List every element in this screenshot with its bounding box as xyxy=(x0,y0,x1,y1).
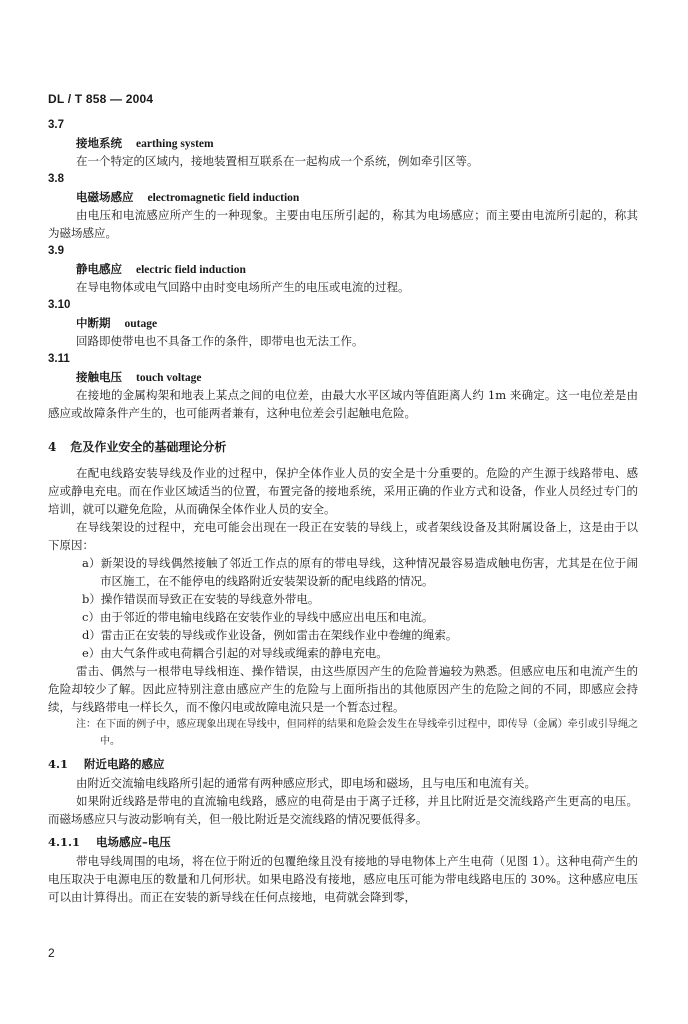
section-title: 电场感应–电压 xyxy=(96,835,171,849)
term-zh: 电磁场感应 xyxy=(76,190,134,204)
term-en: electromagnetic field induction xyxy=(147,192,300,204)
page-number: 2 xyxy=(48,946,55,960)
list-item: c）由于邻近的带电输电线路在安装作业的导线中感应出电压和电流。 xyxy=(82,610,434,624)
section-4-heading xyxy=(48,436,638,458)
definition-text: 在导电物体或电气回路中由时变电场所产生的电压或电流的过程。 xyxy=(76,280,410,294)
term-title xyxy=(76,260,638,278)
section-number: 4 xyxy=(48,440,57,454)
section-4-1-heading xyxy=(48,754,638,774)
term-en: touch voltage xyxy=(136,372,202,384)
term-zh: 中断期 xyxy=(76,316,111,330)
definition-text: 由电压和电流感应所产生的一种现象。主要由电压所引起的，称其为电场感应；而主要由电流所引起的，称其为磁场感应。 xyxy=(48,208,638,240)
paragraph: 由附近交流输电线路所引起的通常有两种感应形式，即电场和磁场，且与电压和电流有关。 xyxy=(76,776,536,790)
definition-3-10 xyxy=(48,296,638,350)
section-title: 附近电路的感应 xyxy=(84,757,165,771)
term-title xyxy=(76,314,638,332)
page-content xyxy=(48,116,638,906)
clause-number: 3.10 xyxy=(48,299,71,311)
list-item: b）操作错误而导致正在安装的导线意外带电。 xyxy=(82,592,320,606)
term-title xyxy=(76,134,638,152)
definition-text: 回路即使带电也不具备工作的条件，即带电也无法工作。 xyxy=(76,334,364,348)
definition-3-8 xyxy=(48,170,638,242)
section-title: 危及作业安全的基础理论分析 xyxy=(70,440,227,454)
term-en: outage xyxy=(124,318,158,330)
term-zh: 接触电压 xyxy=(76,370,122,384)
paragraph: 在配电线路安装导线及作业的过程中，保护全体作业人员的安全是十分重要的。危险的产生源于线路带电、感应或静电充电。而在作业区域适当的位置，布置完备的接地系统，采用正确的作业方式和设备，作业人员经过专门的培训，就可以避免危险，从而确保全体作业人员的安全。 xyxy=(48,466,638,516)
note: 注：在下面的例子中，感应现象出现在导线中，但同样的结果和危险会发生在导线牵引过程中，即传导（金属）牵引或引导绳之中。 xyxy=(76,719,638,747)
definition-3-9 xyxy=(48,242,638,296)
definition-3-7 xyxy=(48,116,638,170)
clause-number: 3.11 xyxy=(48,353,70,365)
term-zh: 静电感应 xyxy=(76,262,122,276)
clause-number: 3.7 xyxy=(48,119,64,131)
list-item: d）雷击正在安装的导线或作业设备，例如雷击在架线作业中卷缠的绳索。 xyxy=(82,628,458,642)
term-title xyxy=(76,188,638,206)
section-number: 4.1 xyxy=(48,757,69,771)
list-item: a）新架设的导线偶然接触了邻近工作点的原有的带电导线，这种情况最容易造成触电伤害，尤其是在位于闹市区施工，在不能停电的线路附近安装架设新的配电线路的情况。 xyxy=(82,556,638,588)
term-zh: 接地系统 xyxy=(76,136,122,150)
clause-number: 3.9 xyxy=(48,245,64,257)
term-title xyxy=(76,368,638,386)
paragraph: 带电导线周围的电场，将在位于附近的包覆绝缘且没有接地的导电物体上产生电荷（见图 1）。这种电荷产生的电压取决于电源电压的数量和几何形状。如果电路没有接地，感应电压可能为带电线路电压的 30%。这种感应电压可以由计算得出。而正在安装的新导线在任何点接地，电荷就会降到零， xyxy=(48,854,638,904)
list-item: e）由大气条件或电荷耦合引起的对导线或绳索的静电充电。 xyxy=(82,646,388,660)
section-4-1-1-heading xyxy=(48,832,638,852)
definition-text: 在一个特定的区域内，接地装置相互联系在一起构成一个系统，例如牵引区等。 xyxy=(76,154,479,168)
standard-number: DL / T 858 — 2004 xyxy=(48,92,154,106)
paragraph: 雷击、偶然与一根带电导线相连、操作错误，由这些原因产生的危险普遍较为熟悉。但感应电压和电流产生的危险却较少了解。因此应特别注意由感应产生的危险与上面所指出的其他原因产生的危险之间的不同，即感应会持续，与线路带电一样长久，而不像闪电或故障电流只是一个暂态过程。 xyxy=(48,664,638,714)
definition-text: 在接地的金属构架和地表上某点之间的电位差，由最大水平区域内等值距离人约 1m 来确定。这一电位差是由感应或故障条件产生的，也可能两者兼有，这种电位差会引起触电危险。 xyxy=(48,388,638,420)
term-en: earthing system xyxy=(136,138,214,150)
definition-3-11 xyxy=(48,350,638,422)
paragraph: 如果附近线路是带电的直流输电线路，感应的电荷是由于离子迁移，并且比附近是交流线路产生更高的电压。而磁场感应只与波动影响有关，但一般比附近是交流线路的情况要低得多。 xyxy=(48,794,638,826)
paragraph: 在导线架设的过程中，充电可能会出现在一段正在安装的导线上，或者架线设备及其附属设备上，这是由于以下原因： xyxy=(48,520,638,552)
clause-number: 3.8 xyxy=(48,173,64,185)
term-en: electric field induction xyxy=(136,264,246,276)
section-number: 4.1.1 xyxy=(48,835,81,849)
